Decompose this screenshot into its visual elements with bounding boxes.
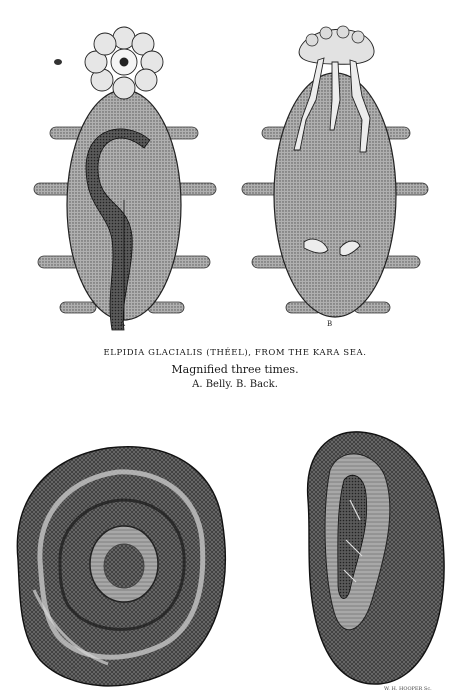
caption-legend: A. Belly. B. Back. — [192, 379, 278, 390]
engraver-mark-right: W. H. HOOPER Sc. — [384, 686, 432, 692]
figure-b-back — [242, 26, 428, 317]
caption-subtitle: Magnified three times. — [171, 363, 299, 376]
caption-title: ELPIDIA GLACIALIS (THÉEL), FROM THE KARA SEA. — [103, 348, 367, 358]
figure-a-oral-crown — [85, 27, 163, 99]
figure-a-letter: A — [120, 320, 126, 328]
figure-b-letter: B — [327, 320, 333, 328]
nodule-round — [17, 447, 225, 686]
nodule-oval — [308, 432, 445, 684]
figure-a-belly — [34, 27, 216, 330]
engraver-mark-left: G. — [70, 664, 76, 670]
ink-speck — [54, 59, 62, 65]
